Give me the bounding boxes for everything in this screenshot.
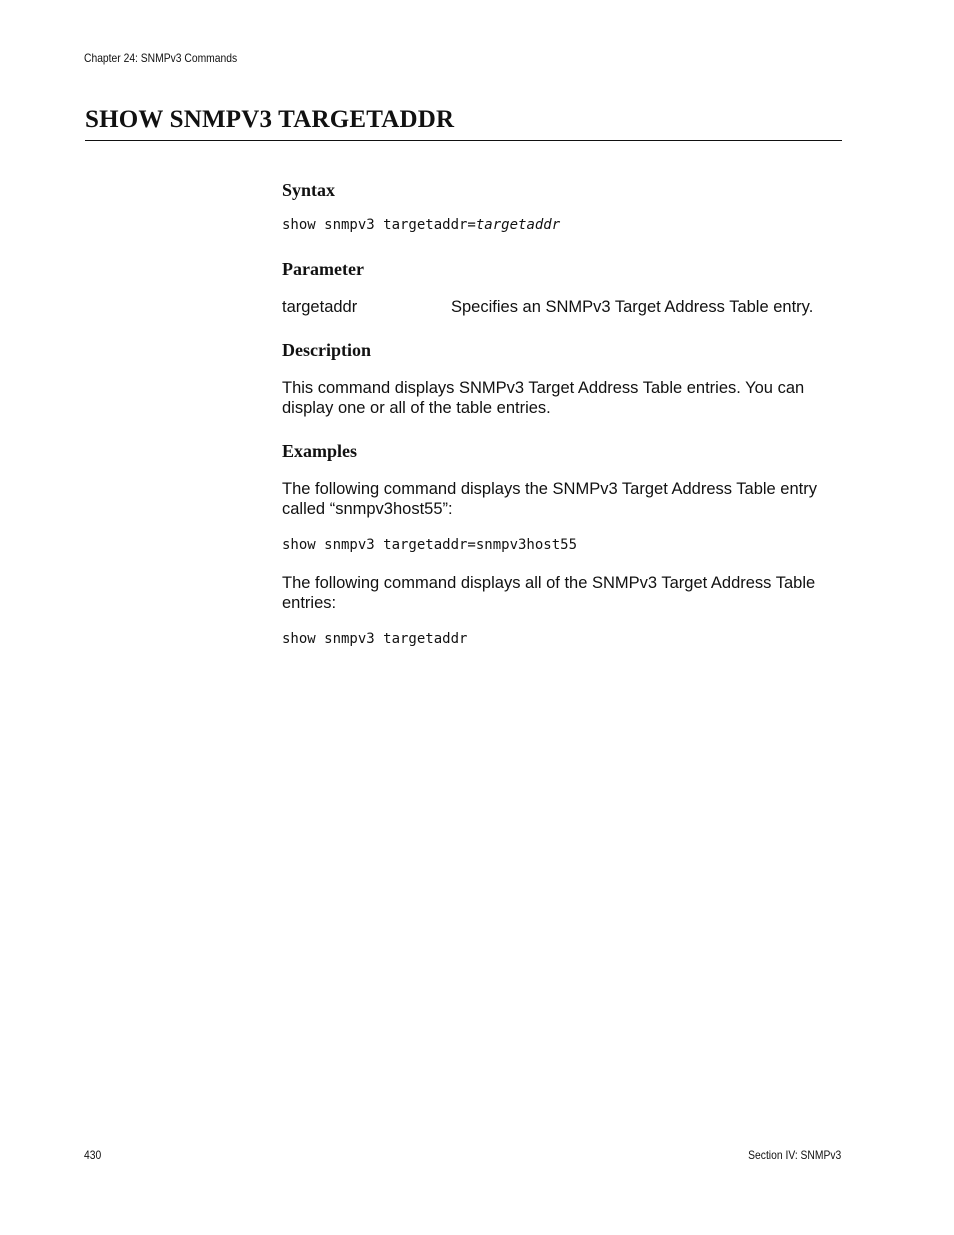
syntax-command-prefix: show snmpv3 targetaddr= — [282, 217, 476, 233]
page-title: SHOW SNMPV3 TARGETADDR — [85, 106, 455, 133]
running-header: Chapter 24: SNMPv3 Commands — [84, 51, 238, 65]
example-command: show snmpv3 targetaddr — [282, 631, 468, 647]
example-text: The following command displays all of the SNMPv3 Target Address Table entries: — [282, 574, 816, 612]
syntax-command — [282, 217, 560, 233]
parameter-name: targetaddr — [282, 298, 358, 316]
syntax-heading: Syntax — [282, 180, 336, 200]
parameter-heading: Parameter — [282, 259, 364, 279]
description-heading: Description — [282, 340, 371, 360]
example-text: The following command displays the SNMPv3 Target Address Table entry called “snmpv3host55”: — [282, 480, 817, 518]
example-command: show snmpv3 targetaddr=snmpv3host55 — [282, 537, 578, 553]
syntax-command-param: targetaddr — [475, 217, 561, 233]
page-number: 430 — [84, 1148, 102, 1162]
description-text: This command displays SNMPv3 Target Address Table entries. You can display one or all of the table entries. — [282, 379, 805, 417]
title-divider — [85, 140, 842, 141]
running-footer: Section IV: SNMPv3 — [747, 1148, 841, 1162]
parameter-description: Specifies an SNMPv3 Target Address Table entry. — [451, 298, 814, 316]
examples-heading: Examples — [282, 441, 358, 461]
